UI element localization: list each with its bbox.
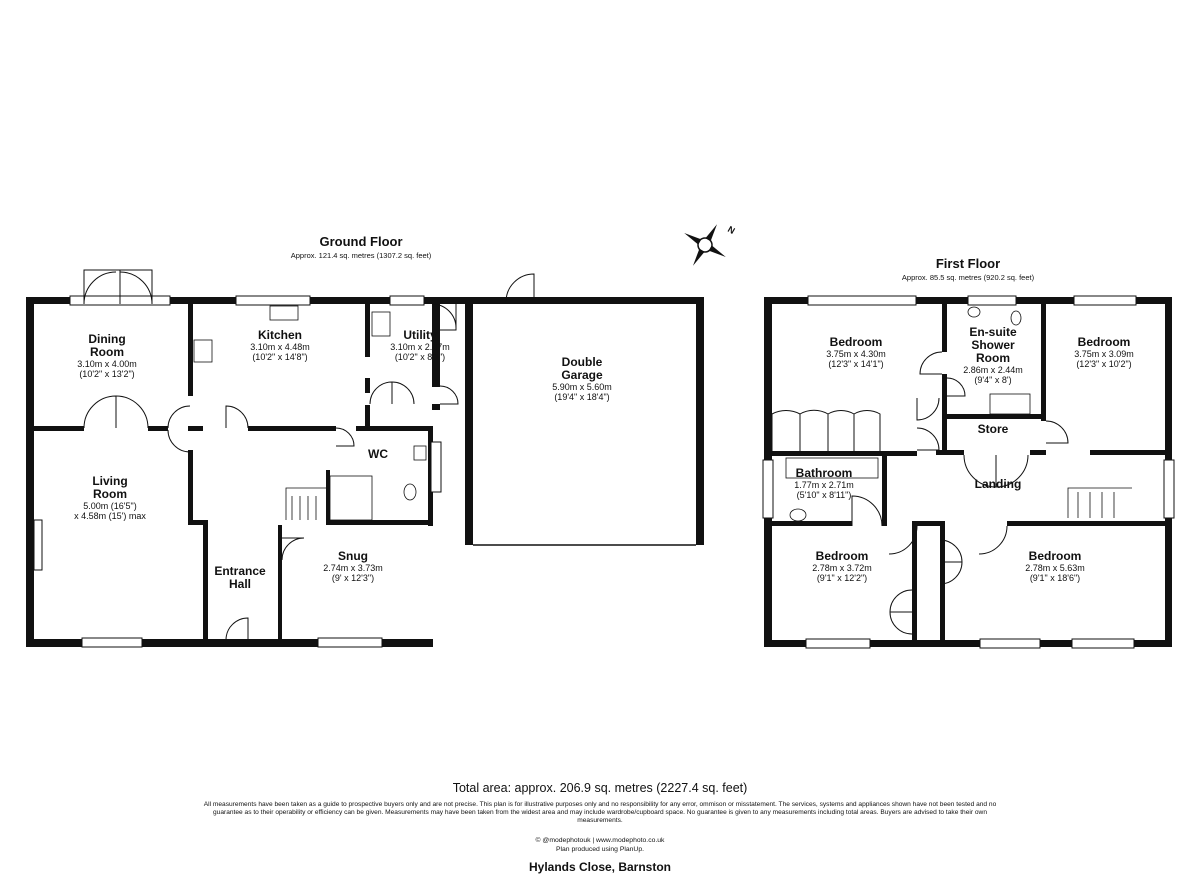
total-area: Total area: approx. 206.9 sq. metres (2227.4 sq. feet) [452,781,748,795]
ground-room-dims: 5.90m x 5.60m [552,382,612,392]
first-room-dims: 2.78m x 5.63m [1025,563,1085,573]
ground-room-name: WC [368,447,388,461]
ground-room-name: Living [92,474,128,488]
ground-room-name: Kitchen [257,328,303,342]
ground-room-name: Entrance [214,564,266,578]
ground-floor-title: Ground Floor [319,234,403,249]
ground-room-dims: x 4.58m (15') max [74,511,146,521]
first-room-dims: (9'4" x 8') [974,375,1012,385]
first-room-dims: (12'3" x 10'2") [1076,359,1132,369]
first-room-dims: 3.75m x 3.09m [1074,349,1134,359]
first-room-name: Store [977,422,1009,436]
ground-room-dims: 3.10m x 2.47m [390,342,450,352]
first-floor-title: First Floor [935,256,1001,271]
property-address: Hylands Close, Barnston [528,860,672,874]
first-room-name: Landing [974,477,1022,491]
ground-room-dims: (10'2" x 14'8") [252,352,308,362]
ground-room-name: Garage [561,368,603,382]
first-room-dims: 3.75m x 4.30m [826,349,886,359]
ground-room-dims: (10'2" x 13'2") [79,369,135,379]
first-room-name: Bedroom [1077,335,1131,349]
first-room-dims: 2.78m x 3.72m [812,563,872,573]
disclaimer: All measurements have been taken as a guide to prospective buyers only and are not precise. This plan is for illustrative purposes only and no responsibility for any error, ommison or misstatement. The services, systems and appliances shown have not been tested and no guarantee as to their operability or efficiency can be given. Measurements may have been taken from the widest area and may include wardrobe/cupboard space. No guarantee is given to any measurements including total areas. Buyers are advised to take their own measurements. [203,801,997,825]
ground-room-name: Room [93,487,127,501]
first-floor-plan [763,256,1174,648]
first-room-name: En-suite [969,325,1017,339]
ground-room-dims: (10'2" x 8'1") [394,352,446,362]
first-floor-area: Approx. 85.5 sq. metres (920.2 sq. feet) [901,273,1035,282]
ground-room-name: Hall [228,577,252,591]
ground-room-name: Utility [403,328,437,342]
compass-icon [683,223,737,268]
first-room-name: Bathroom [795,466,853,480]
first-room-name: Shower [971,338,1015,352]
credit-line: Plan produced using PlanUp. [555,846,645,853]
ground-room-dims: 3.10m x 4.00m [77,359,137,369]
first-room-name: Bedroom [815,549,869,563]
ground-floor-plan [26,234,704,647]
ground-room-name: Snug [338,549,368,563]
ground-room-name: Dining [88,332,126,346]
ground-room-dims: 3.10m x 4.48m [250,342,310,352]
ground-floor-fixtures [194,306,426,520]
first-room-name: Bedroom [1028,549,1082,563]
ground-room-name: Double [561,355,603,369]
first-room-dims: 2.86m x 2.44m [963,365,1023,375]
first-room-dims: (9'1" x 12'2") [816,573,868,583]
first-room-dims: (5'10" x 8'11") [796,490,852,500]
credits [0,836,1200,854]
first-room-name: Room [976,351,1010,365]
ground-floor-area: Approx. 121.4 sq. metres (1307.2 sq. feet) [290,251,432,260]
ground-room-name: Room [90,345,124,359]
compass-north-label: N [726,224,737,236]
ground-room-dims: (9' x 12'3") [331,573,375,583]
credit-line: © @modephotouk | www.modephoto.co.uk [535,837,665,844]
ground-room-dims: 2.74m x 3.73m [323,563,383,573]
ground-room-dims: 5.00m (16'5") [83,501,137,511]
first-room-dims: (12'3" x 14'1") [828,359,884,369]
first-room-dims: 1.77m x 2.71m [794,480,854,490]
first-room-name: Bedroom [829,335,883,349]
first-room-dims: (9'1" x 18'6") [1029,573,1081,583]
ground-floor-walls [26,297,704,647]
ground-room-dims: (19'4" x 18'4") [554,392,610,402]
